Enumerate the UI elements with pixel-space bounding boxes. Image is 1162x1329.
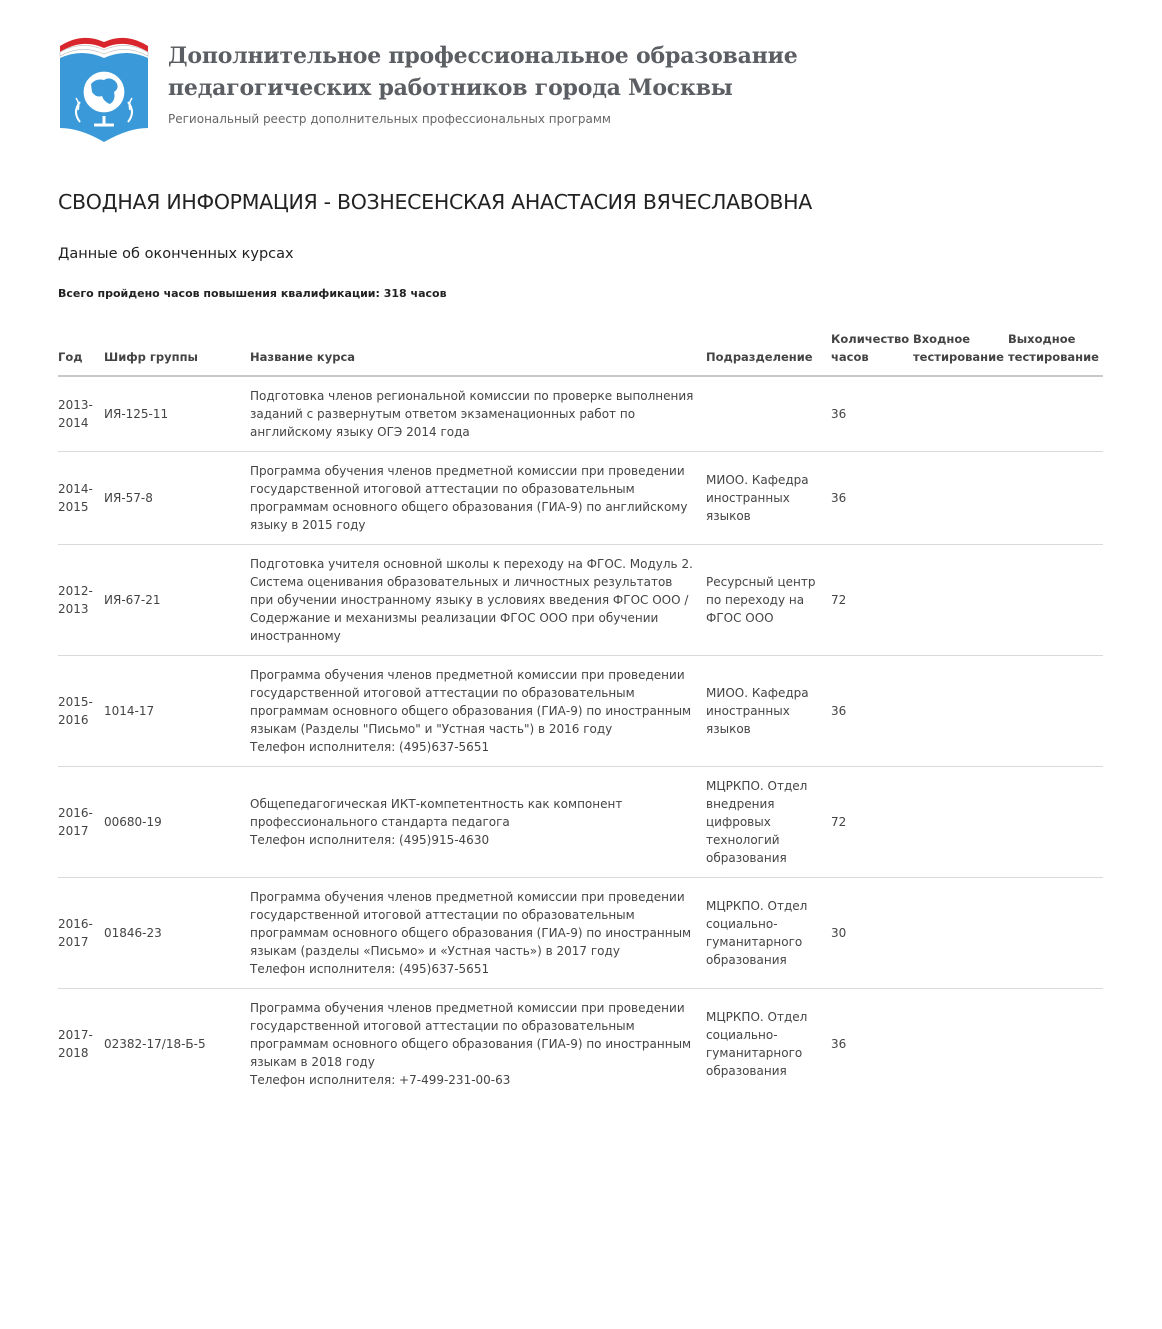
cell-department: МЦРКПО. Отдел социально-гуманитарного образования	[706, 1010, 808, 1078]
cell-exit-test	[1008, 989, 1103, 1100]
cell-year: 2016-2017	[58, 878, 104, 989]
cell-hours: 72	[831, 545, 913, 656]
column-header-group-code: Шифр группы	[104, 330, 250, 376]
cell-entry-test	[913, 545, 1008, 656]
column-header-exit-test: Выходное тестирование	[1008, 330, 1103, 376]
cell-group-code: ИЯ-67-21	[104, 545, 250, 656]
cell-exit-test	[1008, 878, 1103, 989]
cell-course-name: Программа обучения членов предметной комиссии при проведении государственной итоговой аттестации по образовательным программам основного общего образования (ГИА-9) по иностранным языкам (разделы «Письмо» и «Устная часть») в 2017 году Телефон исполнителя: (495)637-5651	[250, 878, 706, 989]
cell-year: 2014-2015	[58, 452, 104, 545]
table-row	[58, 767, 1103, 878]
section-title: Данные об оконченных курсах	[58, 246, 294, 262]
cell-year: 2016-2017	[58, 767, 104, 878]
cell-department: Ресурсный центр по переходу на ФГОС ООО	[706, 545, 831, 656]
cell-exit-test	[1008, 656, 1103, 767]
cell-group-code: 02382-17/18-Б-5	[104, 1037, 206, 1051]
table-row	[58, 878, 1103, 989]
cell-group-code: 01846-23	[104, 878, 250, 989]
cell-department: МЦРКПО. Отдел внедрения цифровых технологий образования	[706, 767, 831, 878]
cell-exit-test	[1008, 545, 1103, 656]
cell-hours: 36	[831, 1037, 847, 1051]
cell-hours: 72	[831, 767, 913, 878]
table-body	[58, 376, 1103, 1099]
cell-year: 2012-2013	[58, 545, 104, 656]
cell-entry-test	[913, 452, 1008, 545]
table-row	[58, 452, 1103, 545]
cell-course-name: Программа обучения членов предметной комиссии при проведении государственной итоговой аттестации по образовательным программам основного общего образования (ГИА-9) по иностранным языкам (Разделы "Письмо" и "Устная часть") в 2016 году Телефон исполнителя: (495)637-5651	[250, 656, 706, 767]
site-header	[58, 32, 1108, 147]
cell-course-name: Программа обучения членов предметной комиссии при проведении государственной итоговой аттестации по образовательным программам основного общего образования (ГИА-9) по иностранным языкам в 2018 году Телефон исполнителя: +7-499-231-00-63	[250, 1001, 692, 1087]
cell-hours: 36	[831, 376, 913, 452]
cell-entry-test	[913, 989, 1008, 1100]
cell-exit-test	[1008, 767, 1103, 878]
cell-entry-test	[913, 376, 1008, 452]
cell-hours: 36	[831, 452, 913, 545]
cell-course-name: Программа обучения членов предметной комиссии при проведении государственной итоговой аттестации по образовательным программам основного общего образования (ГИА-9) по английскому языку в 2015 году	[250, 452, 706, 545]
column-header-hours: Количество часов	[831, 330, 913, 376]
cell-entry-test	[913, 767, 1008, 878]
cell-year: 2015-2016	[58, 656, 104, 767]
page-title: СВОДНАЯ ИНФОРМАЦИЯ - ВОЗНЕСЕНСКАЯ АНАСТАСИЯ ВЯЧЕСЛАВОВНА	[58, 190, 813, 214]
cell-group-code: 1014-17	[104, 656, 250, 767]
cell-hours: 36	[831, 656, 913, 767]
cell-year: 2013-2014	[58, 376, 104, 452]
org-title-line2: педагогических работников города Москвы	[168, 75, 733, 101]
cell-hours: 30	[831, 878, 913, 989]
column-header-department: Подразделение	[706, 330, 831, 376]
table-row	[58, 989, 1103, 1100]
courses-table	[58, 330, 1103, 1099]
org-subtitle: Региональный реестр дополнительных профессиональных программ	[168, 112, 611, 126]
column-header-year: Год	[58, 330, 104, 376]
cell-department	[706, 376, 831, 452]
cell-department: МИОО. Кафедра иностранных языков	[706, 656, 831, 767]
table-row	[58, 376, 1103, 452]
cell-group-code: ИЯ-57-8	[104, 452, 250, 545]
cell-department: МИОО. Кафедра иностранных языков	[706, 452, 831, 545]
table-row	[58, 545, 1103, 656]
cell-year: 2017-2018	[58, 1028, 93, 1060]
cell-entry-test	[913, 656, 1008, 767]
cell-group-code: ИЯ-125-11	[104, 376, 250, 452]
cell-exit-test	[1008, 452, 1103, 545]
cell-group-code: 00680-19	[104, 767, 250, 878]
cell-course-name: Общепедагогическая ИКТ-компетентность как компонент профессионального стандарта педагога Телефон исполнителя: (495)915-4630	[250, 767, 706, 878]
column-header-entry-test: Входное тестирование	[913, 330, 1008, 376]
table-header	[58, 330, 1103, 376]
cell-course-name: Подготовка учителя основной школы к переходу на ФГОС. Модуль 2. Система оценивания образовательных и личностных результатов при обучении иностранному языку в условиях введения ФГОС ООО / Содержание и механизмы реализации ФГОС ООО при обучении иностранному	[250, 545, 706, 656]
org-title-line1: Дополнительное профессиональное образование	[168, 43, 798, 69]
table-header-row	[58, 330, 1103, 376]
total-hours: Всего пройдено часов повышения квалификации: 318 часов	[58, 287, 447, 300]
cell-entry-test	[913, 878, 1008, 989]
org-title[interactable]	[168, 40, 798, 104]
column-header-course-name: Название курса	[250, 330, 706, 376]
cell-exit-test	[1008, 376, 1103, 452]
cell-department: МЦРКПО. Отдел социально-гуманитарного образования	[706, 878, 831, 989]
book-globe-logo-icon[interactable]	[58, 32, 150, 142]
table-row	[58, 656, 1103, 767]
cell-course-name: Подготовка членов региональной комиссии по проверке выполнения заданий с развернутым ответом экзаменационных работ по английскому языку ОГЭ 2014 года	[250, 376, 706, 452]
